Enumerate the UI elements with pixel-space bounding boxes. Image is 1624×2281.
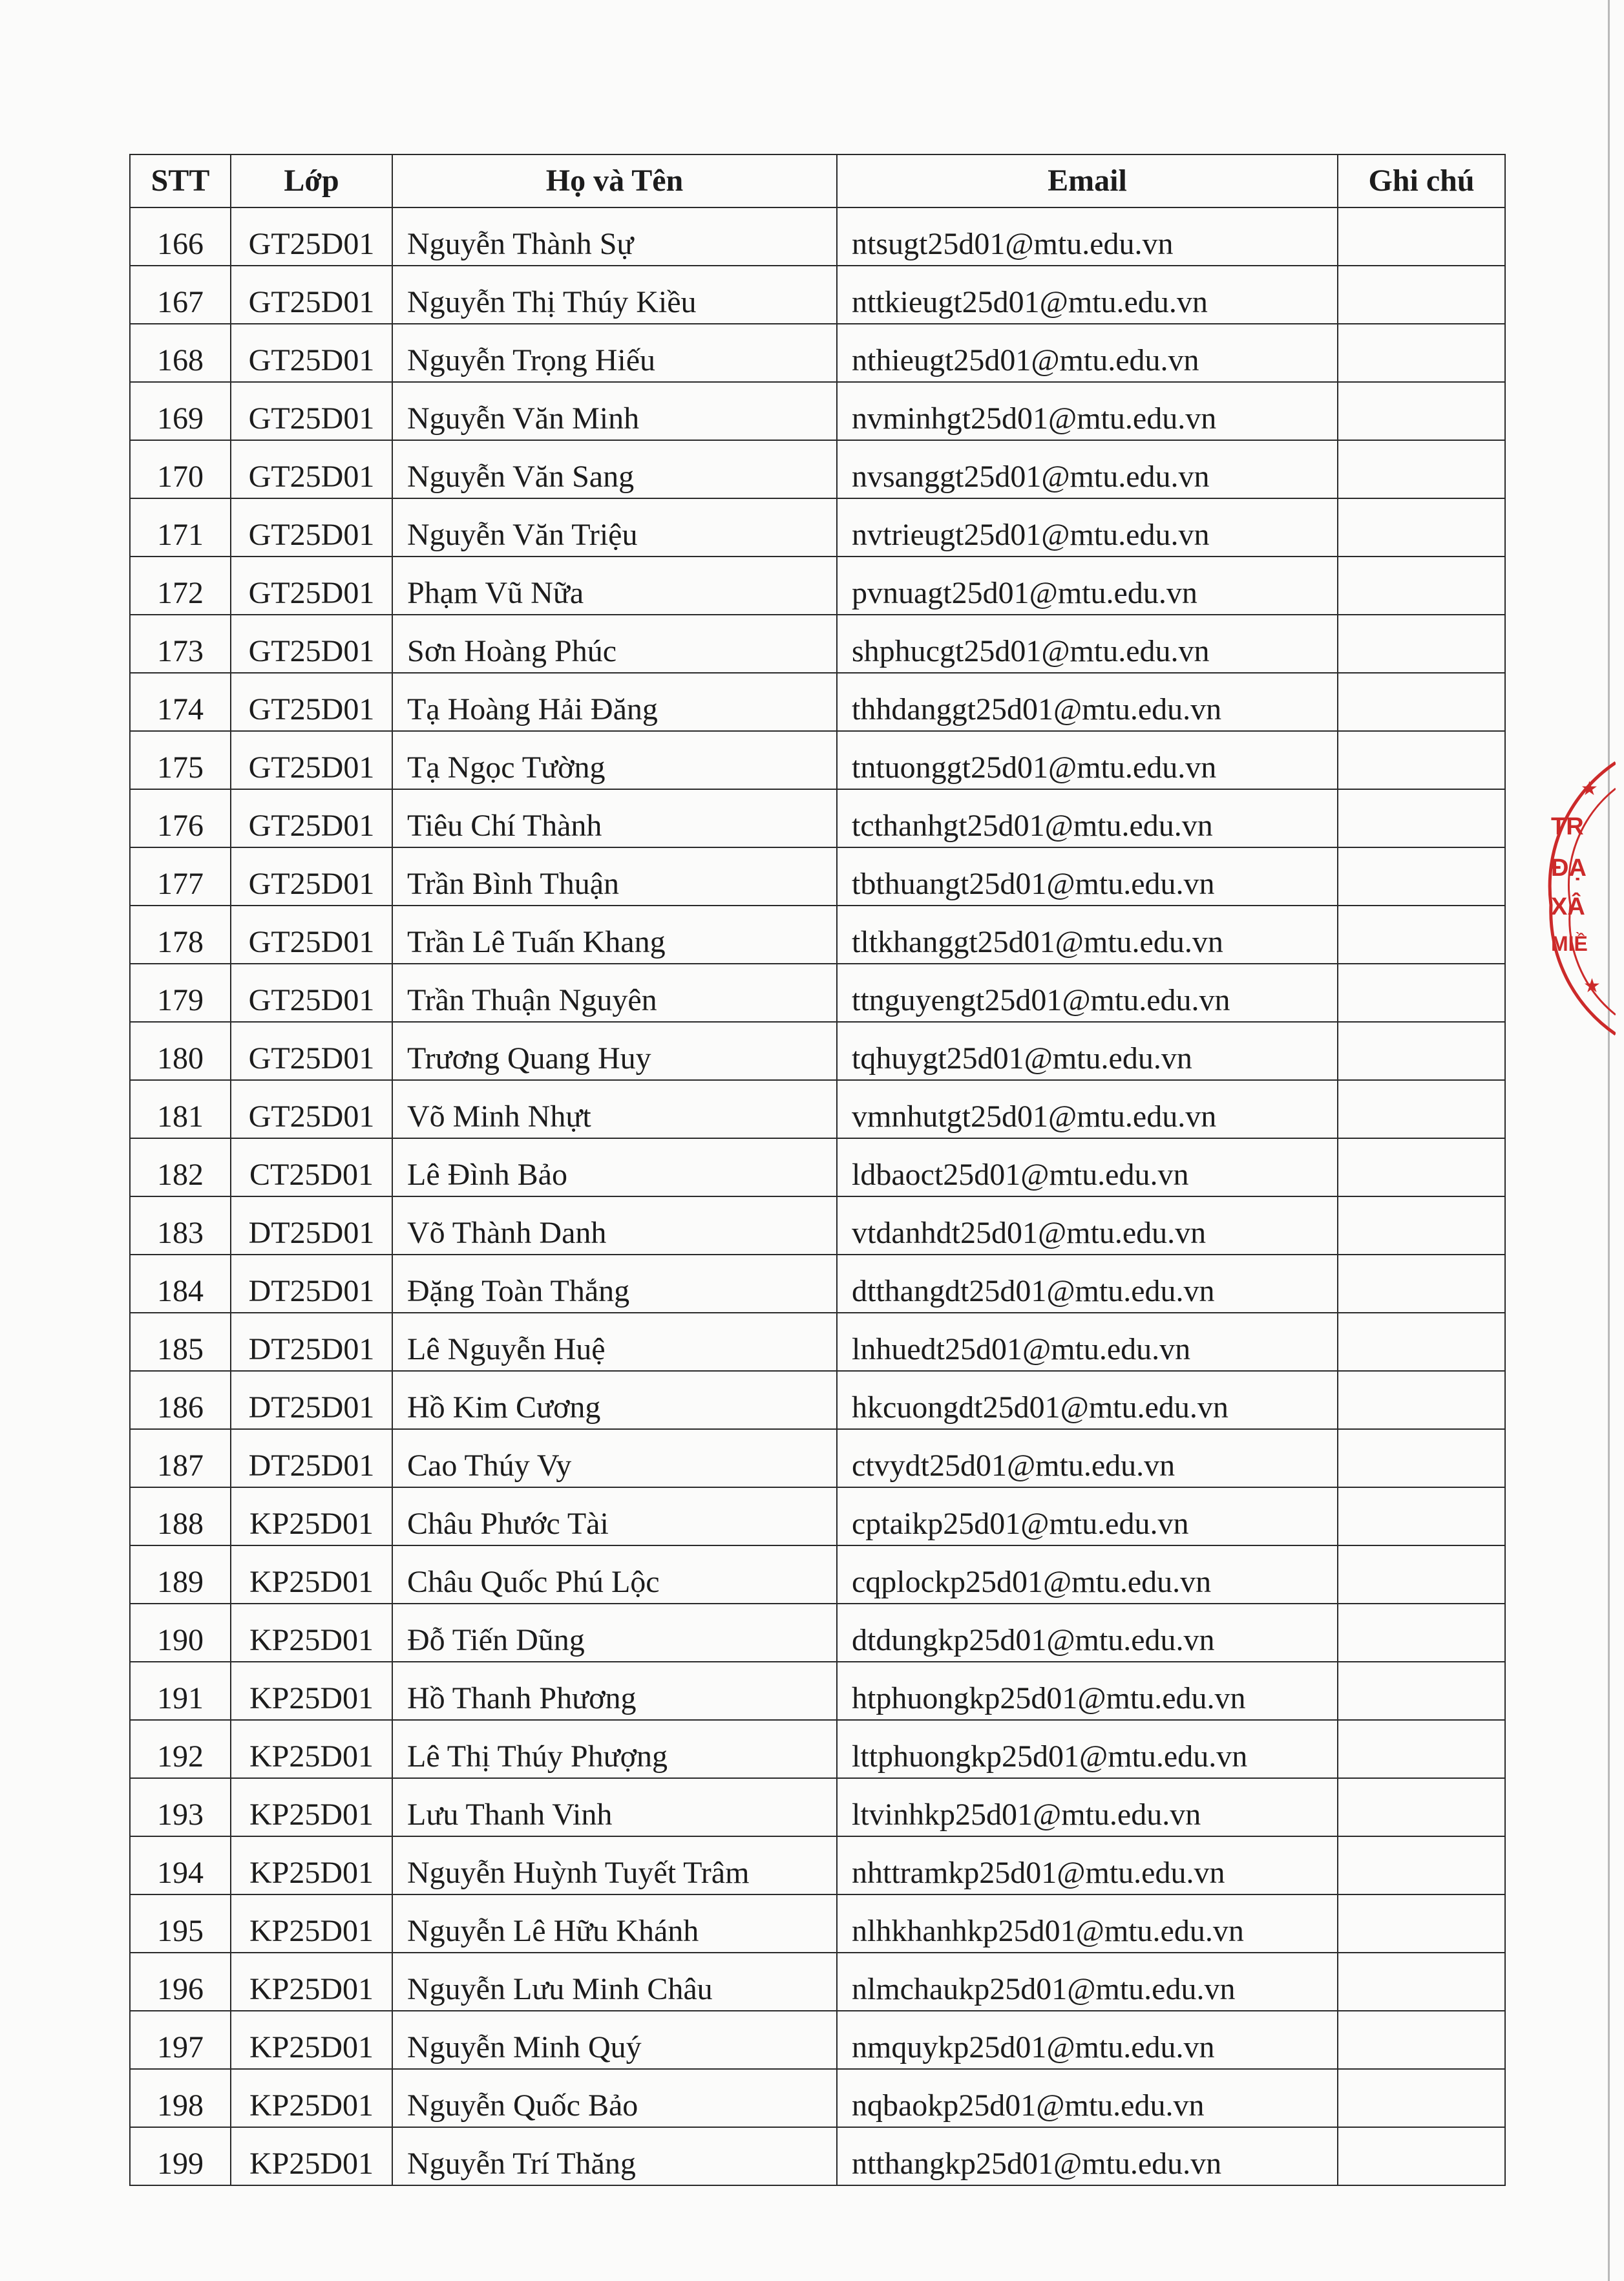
table-row [130, 847, 1505, 906]
cell-stt: 172 [130, 557, 231, 615]
cell-note [1338, 673, 1505, 731]
table-row [130, 1836, 1505, 1894]
cell-email: nvsanggt25d01@mtu.edu.vn [837, 440, 1338, 498]
header-class: Lớp [231, 154, 392, 207]
cell-email: ttnguyengt25d01@mtu.edu.vn [837, 964, 1338, 1022]
cell-class: GT25D01 [231, 557, 392, 615]
svg-text:★: ★ [1581, 778, 1598, 800]
cell-email: nvminhgt25d01@mtu.edu.vn [837, 382, 1338, 440]
header-email: Email [837, 154, 1338, 207]
cell-class: GT25D01 [231, 324, 392, 382]
cell-email: ctvydt25d01@mtu.edu.vn [837, 1429, 1338, 1487]
cell-note [1338, 2069, 1505, 2127]
cell-note [1338, 2011, 1505, 2069]
cell-note [1338, 382, 1505, 440]
cell-stt: 194 [130, 1836, 231, 1894]
page-edge [1608, 0, 1610, 2281]
cell-email: tqhuygt25d01@mtu.edu.vn [837, 1022, 1338, 1080]
table-row [130, 964, 1505, 1022]
cell-class: GT25D01 [231, 382, 392, 440]
cell-class: GT25D01 [231, 615, 392, 673]
cell-stt: 195 [130, 1894, 231, 1953]
table-row [130, 1196, 1505, 1255]
cell-email: nvtrieugt25d01@mtu.edu.vn [837, 498, 1338, 557]
cell-full-name: Trần Bình Thuận [392, 847, 837, 906]
cell-note [1338, 1836, 1505, 1894]
cell-stt: 177 [130, 847, 231, 906]
cell-full-name: Trần Lê Tuấn Khang [392, 906, 837, 964]
cell-class: DT25D01 [231, 1371, 392, 1429]
table-body [130, 207, 1505, 2185]
cell-stt: 168 [130, 324, 231, 382]
cell-stt: 183 [130, 1196, 231, 1255]
cell-class: KP25D01 [231, 2069, 392, 2127]
cell-full-name: Tạ Hoàng Hải Đăng [392, 673, 837, 731]
table-row [130, 673, 1505, 731]
table-row [130, 557, 1505, 615]
cell-class: KP25D01 [231, 1604, 392, 1662]
cell-stt: 189 [130, 1545, 231, 1604]
cell-email: dtdungkp25d01@mtu.edu.vn [837, 1604, 1338, 1662]
header-note: Ghi chú [1338, 154, 1505, 207]
cell-note [1338, 615, 1505, 673]
table-row [130, 440, 1505, 498]
cell-email: ntsugt25d01@mtu.edu.vn [837, 207, 1338, 266]
cell-stt: 173 [130, 615, 231, 673]
cell-full-name: Võ Minh Nhựt [392, 1080, 837, 1138]
cell-email: ntthangkp25d01@mtu.edu.vn [837, 2127, 1338, 2185]
cell-email: cptaikp25d01@mtu.edu.vn [837, 1487, 1338, 1545]
cell-note [1338, 1953, 1505, 2011]
cell-class: GT25D01 [231, 789, 392, 847]
table-row [130, 324, 1505, 382]
cell-note [1338, 1313, 1505, 1371]
table-row [130, 266, 1505, 324]
header-full-name: Họ và Tên [392, 154, 837, 207]
cell-note [1338, 207, 1505, 266]
cell-note [1338, 1429, 1505, 1487]
cell-full-name: Nguyễn Lưu Minh Châu [392, 1953, 837, 2011]
cell-note [1338, 789, 1505, 847]
cell-full-name: Tiêu Chí Thành [392, 789, 837, 847]
cell-email: ltvinhkp25d01@mtu.edu.vn [837, 1778, 1338, 1836]
cell-note [1338, 1778, 1505, 1836]
cell-note [1338, 1662, 1505, 1720]
table-row [130, 498, 1505, 557]
cell-email: ldbaoct25d01@mtu.edu.vn [837, 1138, 1338, 1196]
cell-note [1338, 964, 1505, 1022]
cell-email: tcthanhgt25d01@mtu.edu.vn [837, 789, 1338, 847]
table-row [130, 1313, 1505, 1371]
cell-note [1338, 847, 1505, 906]
cell-stt: 169 [130, 382, 231, 440]
cell-class: GT25D01 [231, 673, 392, 731]
cell-full-name: Nguyễn Văn Triệu [392, 498, 837, 557]
cell-full-name: Sơn Hoàng Phúc [392, 615, 837, 673]
cell-stt: 193 [130, 1778, 231, 1836]
cell-stt: 191 [130, 1662, 231, 1720]
cell-class: KP25D01 [231, 1487, 392, 1545]
cell-note [1338, 1080, 1505, 1138]
cell-email: hkcuongdt25d01@mtu.edu.vn [837, 1371, 1338, 1429]
cell-note [1338, 2127, 1505, 2185]
table-header-row [130, 154, 1505, 207]
cell-email: tbthuangt25d01@mtu.edu.vn [837, 847, 1338, 906]
svg-text:★: ★ [1583, 975, 1601, 997]
cell-full-name: Đỗ Tiến Dũng [392, 1604, 837, 1662]
table-row [130, 1429, 1505, 1487]
cell-stt: 176 [130, 789, 231, 847]
table-row [130, 1662, 1505, 1720]
cell-email: lttphuongkp25d01@mtu.edu.vn [837, 1720, 1338, 1778]
cell-class: KP25D01 [231, 2011, 392, 2069]
cell-email: nlhkhanhkp25d01@mtu.edu.vn [837, 1894, 1338, 1953]
table-row [130, 1487, 1505, 1545]
cell-stt: 181 [130, 1080, 231, 1138]
seal-fragment: ĐẠ [1551, 854, 1587, 882]
table-row [130, 207, 1505, 266]
cell-full-name: Lê Thị Thúy Phượng [392, 1720, 837, 1778]
cell-stt: 174 [130, 673, 231, 731]
cell-email: shphucgt25d01@mtu.edu.vn [837, 615, 1338, 673]
cell-stt: 179 [130, 964, 231, 1022]
cell-stt: 175 [130, 731, 231, 789]
cell-full-name: Nguyễn Minh Quý [392, 2011, 837, 2069]
cell-full-name: Tạ Ngọc Tường [392, 731, 837, 789]
cell-note [1338, 324, 1505, 382]
cell-note [1338, 1255, 1505, 1313]
table-row [130, 1371, 1505, 1429]
cell-full-name: Lê Đình Bảo [392, 1138, 837, 1196]
cell-note [1338, 1487, 1505, 1545]
cell-stt: 190 [130, 1604, 231, 1662]
cell-email: nmquykp25d01@mtu.edu.vn [837, 2011, 1338, 2069]
cell-stt: 180 [130, 1022, 231, 1080]
cell-note [1338, 731, 1505, 789]
cell-note [1338, 498, 1505, 557]
table-row [130, 1138, 1505, 1196]
cell-stt: 199 [130, 2127, 231, 2185]
cell-email: nqbaokp25d01@mtu.edu.vn [837, 2069, 1338, 2127]
cell-stt: 198 [130, 2069, 231, 2127]
seal-fragment: MIỀ [1551, 932, 1588, 955]
cell-email: dtthangdt25d01@mtu.edu.vn [837, 1255, 1338, 1313]
cell-class: KP25D01 [231, 1953, 392, 2011]
cell-note [1338, 1196, 1505, 1255]
cell-stt: 186 [130, 1371, 231, 1429]
cell-note [1338, 1371, 1505, 1429]
cell-class: DT25D01 [231, 1313, 392, 1371]
cell-full-name: Nguyễn Thành Sự [392, 207, 837, 266]
cell-full-name: Nguyễn Trọng Hiếu [392, 324, 837, 382]
cell-class: KP25D01 [231, 1778, 392, 1836]
cell-email: vtdanhdt25d01@mtu.edu.vn [837, 1196, 1338, 1255]
table-row [130, 382, 1505, 440]
cell-class: GT25D01 [231, 731, 392, 789]
cell-email: htphuongkp25d01@mtu.edu.vn [837, 1662, 1338, 1720]
cell-note [1338, 1894, 1505, 1953]
cell-full-name: Châu Quốc Phú Lộc [392, 1545, 837, 1604]
cell-class: KP25D01 [231, 2127, 392, 2185]
cell-stt: 187 [130, 1429, 231, 1487]
cell-stt: 167 [130, 266, 231, 324]
cell-full-name: Nguyễn Văn Minh [392, 382, 837, 440]
cell-class: GT25D01 [231, 964, 392, 1022]
cell-note [1338, 1545, 1505, 1604]
cell-full-name: Trần Thuận Nguyên [392, 964, 837, 1022]
cell-full-name: Nguyễn Quốc Bảo [392, 2069, 837, 2127]
table-row [130, 1080, 1505, 1138]
cell-full-name: Đặng Toàn Thắng [392, 1255, 837, 1313]
table-row [130, 731, 1505, 789]
cell-class: GT25D01 [231, 847, 392, 906]
cell-stt: 166 [130, 207, 231, 266]
table-row [130, 789, 1505, 847]
table-row [130, 1894, 1505, 1953]
cell-full-name: Cao Thúy Vy [392, 1429, 837, 1487]
cell-class: DT25D01 [231, 1255, 392, 1313]
cell-class: GT25D01 [231, 266, 392, 324]
cell-class: GT25D01 [231, 207, 392, 266]
cell-class: GT25D01 [231, 1080, 392, 1138]
table-row [130, 1720, 1505, 1778]
table-row [130, 2069, 1505, 2127]
cell-class: KP25D01 [231, 1545, 392, 1604]
cell-note [1338, 906, 1505, 964]
table-row [130, 1778, 1505, 1836]
cell-class: KP25D01 [231, 1836, 392, 1894]
cell-note [1338, 266, 1505, 324]
cell-class: GT25D01 [231, 1022, 392, 1080]
cell-full-name: Trương Quang Huy [392, 1022, 837, 1080]
cell-class: CT25D01 [231, 1138, 392, 1196]
cell-full-name: Phạm Vũ Nữa [392, 557, 837, 615]
cell-class: KP25D01 [231, 1894, 392, 1953]
cell-stt: 178 [130, 906, 231, 964]
cell-stt: 197 [130, 2011, 231, 2069]
cell-stt: 182 [130, 1138, 231, 1196]
cell-full-name: Nguyễn Trí Thăng [392, 2127, 837, 2185]
cell-note [1338, 557, 1505, 615]
cell-full-name: Nguyễn Huỳnh Tuyết Trâm [392, 1836, 837, 1894]
cell-email: pvnuagt25d01@mtu.edu.vn [837, 557, 1338, 615]
cell-full-name: Lưu Thanh Vinh [392, 1778, 837, 1836]
cell-class: KP25D01 [231, 1720, 392, 1778]
cell-stt: 184 [130, 1255, 231, 1313]
cell-class: GT25D01 [231, 440, 392, 498]
table-row [130, 2011, 1505, 2069]
cell-stt: 171 [130, 498, 231, 557]
cell-email: tltkhanggt25d01@mtu.edu.vn [837, 906, 1338, 964]
table-row [130, 1545, 1505, 1604]
cell-class: GT25D01 [231, 498, 392, 557]
cell-email: nhttramkp25d01@mtu.edu.vn [837, 1836, 1338, 1894]
cell-full-name: Võ Thành Danh [392, 1196, 837, 1255]
table-row [130, 1953, 1505, 2011]
cell-email: tntuonggt25d01@mtu.edu.vn [837, 731, 1338, 789]
cell-full-name: Nguyễn Lê Hữu Khánh [392, 1894, 837, 1953]
cell-class: KP25D01 [231, 1662, 392, 1720]
cell-stt: 192 [130, 1720, 231, 1778]
cell-full-name: Nguyễn Văn Sang [392, 440, 837, 498]
cell-class: DT25D01 [231, 1429, 392, 1487]
cell-note [1338, 440, 1505, 498]
cell-full-name: Châu Phước Tài [392, 1487, 837, 1545]
cell-stt: 170 [130, 440, 231, 498]
table-row [130, 906, 1505, 964]
cell-note [1338, 1604, 1505, 1662]
cell-stt: 185 [130, 1313, 231, 1371]
table-row [130, 2127, 1505, 2185]
cell-email: nttkieugt25d01@mtu.edu.vn [837, 266, 1338, 324]
cell-email: nthieugt25d01@mtu.edu.vn [837, 324, 1338, 382]
cell-full-name: Lê Nguyễn Huệ [392, 1313, 837, 1371]
table-row [130, 1022, 1505, 1080]
header-stt: STT [130, 154, 231, 207]
table-row [130, 1604, 1505, 1662]
seal-fragment: TR [1551, 813, 1584, 840]
cell-note [1338, 1022, 1505, 1080]
seal-fragment: XÂ [1551, 893, 1585, 920]
cell-email: cqplockp25d01@mtu.edu.vn [837, 1545, 1338, 1604]
cell-stt: 188 [130, 1487, 231, 1545]
cell-class: GT25D01 [231, 906, 392, 964]
student-email-table [129, 154, 1506, 2186]
table-row [130, 1255, 1505, 1313]
cell-note [1338, 1720, 1505, 1778]
table-row [130, 615, 1505, 673]
cell-email: vmnhutgt25d01@mtu.edu.vn [837, 1080, 1338, 1138]
cell-class: DT25D01 [231, 1196, 392, 1255]
cell-stt: 196 [130, 1953, 231, 2011]
cell-note [1338, 1138, 1505, 1196]
cell-full-name: Nguyễn Thị Thúy Kiều [392, 266, 837, 324]
cell-email: lnhuedt25d01@mtu.edu.vn [837, 1313, 1338, 1371]
cell-email: nlmchaukp25d01@mtu.edu.vn [837, 1953, 1338, 2011]
cell-full-name: Hồ Thanh Phương [392, 1662, 837, 1720]
cell-email: thhdanggt25d01@mtu.edu.vn [837, 673, 1338, 731]
cell-full-name: Hồ Kim Cương [392, 1371, 837, 1429]
